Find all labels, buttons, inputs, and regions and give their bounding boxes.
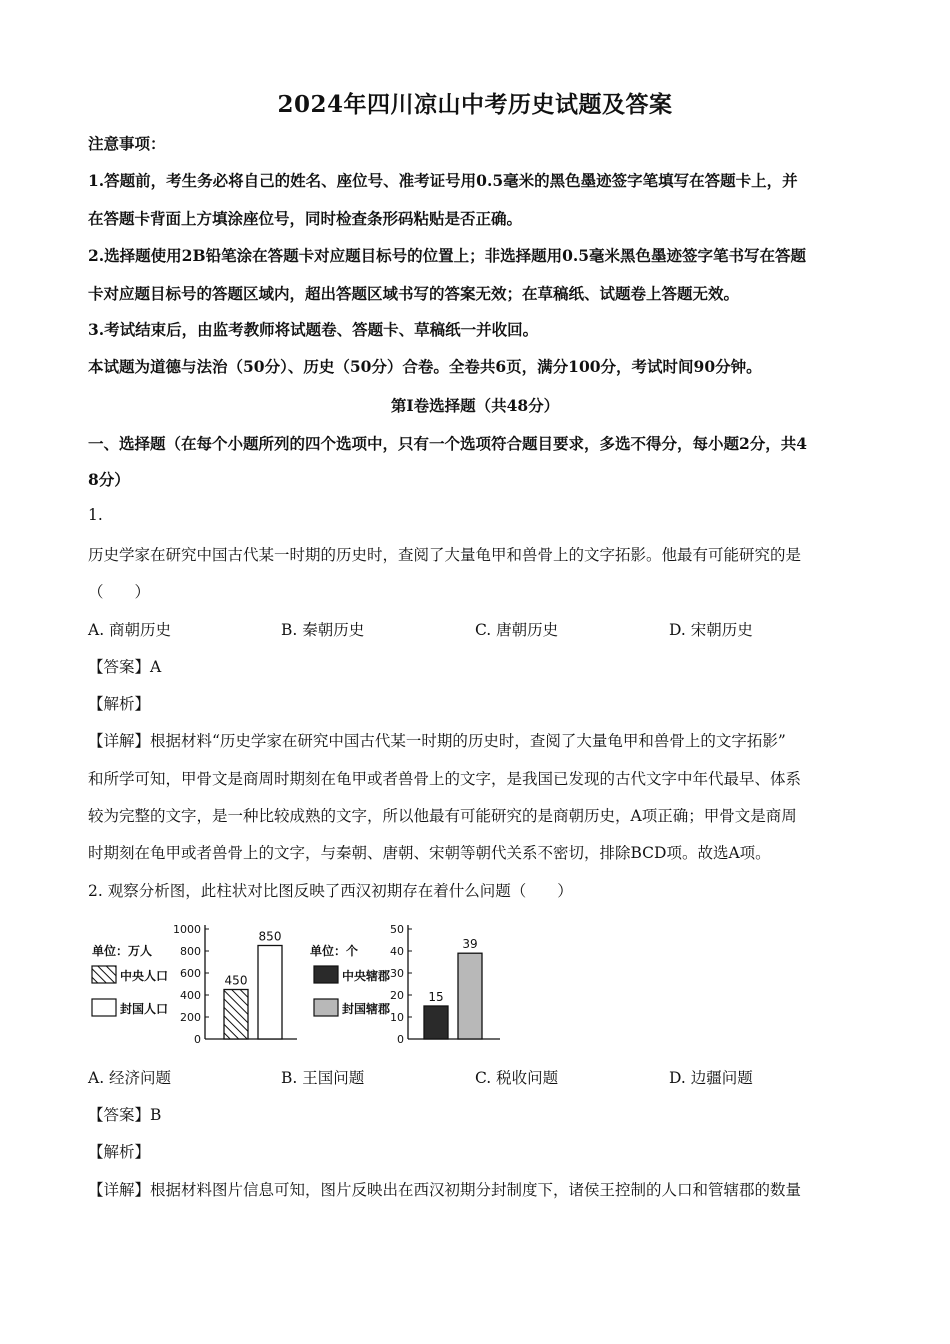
- q1-stem: 历史学家在研究中国古代某一时期的历史时，查阅了大量龟甲和兽骨上的文字拓影。他最有可能研究的是: [88, 546, 802, 564]
- bar-value-label: 15: [428, 990, 444, 1004]
- part-title: 第Ⅰ卷选择题（共48分）: [390, 396, 560, 415]
- bar-value-label: 450: [224, 973, 248, 988]
- notice-item-2-line-1: 2.选择题使用2B铅笔涂在答题卡对应题目标号的位置上；非选择题用0.5毫米黑色墨迹签字笔书写在答题: [88, 246, 807, 265]
- page-title: 2024年四川凉山中考历史试题及答案: [277, 91, 673, 118]
- q1-option-a: A. 商朝历史: [88, 621, 172, 639]
- bar-封国辖郡: [458, 953, 482, 1039]
- y-tick-label: 200: [180, 1011, 201, 1024]
- notice-item-1-line-2: 在答题卡背面上方填涂座位号，同时检查条形码粘贴是否正确。: [88, 209, 523, 228]
- legend-label: 封国辖郡: [342, 1002, 391, 1016]
- section-heading-line-2: 8分）: [88, 470, 130, 489]
- y-tick-label: 600: [180, 967, 201, 980]
- bar-中央人口: [224, 990, 248, 1040]
- q2-bar-charts: [80, 915, 540, 1050]
- q1-answer: 【答案】A: [88, 658, 162, 676]
- y-tick-label: 30: [390, 967, 404, 980]
- q2-stem: 2. 观察分析图，此柱状对比图反映了西汉初期存在着什么问题（ ）: [88, 882, 573, 900]
- q1-detail-line: 较为完整的文字，是一种比较成熟的文字，所以他最有可能研究的是商朝历史，A项正确；甲骨文是商周: [88, 807, 797, 825]
- q2-analysis: 【解析】: [88, 1143, 151, 1161]
- legend-swatch: [92, 966, 116, 983]
- y-tick-label: 400: [180, 989, 201, 1002]
- exam-info: 本试题为道德与法治（50分）、历史（50分）合卷。全卷共6页，满分100分，考试时间90分钟。: [88, 357, 762, 376]
- q2-option-d: D. 边疆问题: [669, 1069, 753, 1087]
- bar-value-label: 39: [462, 937, 478, 952]
- y-tick-label: 0: [397, 1033, 404, 1046]
- q1-detail-line: 时期刻在龟甲或者兽骨上的文字，与秦朝、唐朝、宋朝等朝代关系不密切，排除BCD项。故选A项。: [88, 844, 771, 862]
- q1-detail-line: 和所学可知，甲骨文是商周时期刻在龟甲或者兽骨上的文字，是我国已发现的古代文字中年代最早、体系: [88, 770, 802, 788]
- y-tick-label: 1000: [173, 923, 201, 936]
- y-tick-label: 40: [390, 945, 404, 958]
- y-tick-label: 10: [390, 1011, 404, 1024]
- q2-option-a: A. 经济问题: [88, 1069, 172, 1087]
- notice-item-1-line-1: 1.答题前，考生务必将自己的姓名、座位号、准考证号用0.5毫米的黑色墨迹签字笔填写在答题卡上，并: [88, 171, 798, 190]
- q1-option-d: D. 宋朝历史: [669, 621, 753, 639]
- chart-unit-label: 单位：个: [310, 944, 359, 958]
- y-tick-label: 800: [180, 945, 201, 958]
- legend-swatch: [92, 999, 116, 1016]
- bar-value-label: 850: [258, 929, 282, 944]
- q2-answer: 【答案】B: [88, 1106, 162, 1124]
- legend-swatch: [314, 999, 338, 1016]
- q2-option-c: C. 税收问题: [475, 1069, 559, 1087]
- legend-swatch: [314, 966, 338, 983]
- y-tick-label: 50: [390, 923, 404, 936]
- q2-detail: 【详解】根据材料图片信息可知，图片反映出在西汉初期分封制度下，诸侯王控制的人口和管辖郡的数量: [88, 1181, 802, 1199]
- notice-item-2-line-2: 卡对应题目标号的答题区域内，超出答题区域书写的答案无效；在草稿纸、试题卷上答题无效。: [88, 284, 740, 303]
- legend-label: 中央人口: [120, 969, 169, 983]
- q1-detail-line: 【详解】根据材料“历史学家在研究中国古代某一时期的历史时，查阅了大量龟甲和兽骨上的文字拓影”: [88, 732, 786, 750]
- bar-封国人口: [258, 946, 282, 1040]
- q1-paren: （ ）: [88, 583, 151, 601]
- q2-option-b: B. 王国问题: [281, 1069, 365, 1087]
- q1-number: 1.: [88, 506, 103, 524]
- bar-中央辖郡: [424, 1006, 448, 1039]
- legend-label: 中央辖郡: [342, 969, 391, 983]
- q1-analysis: 【解析】: [88, 695, 151, 713]
- y-tick-label: 0: [194, 1033, 201, 1046]
- section-heading-line-1: 一、选择题（在每个小题所列的四个选项中，只有一个选项符合题目要求，多选不得分，每小题2分，共4: [88, 434, 808, 453]
- notice-item-3: 3.考试结束后，由监考教师将试题卷、答题卡、草稿纸一并收回。: [88, 320, 539, 339]
- legend-label: 封国人口: [120, 1002, 169, 1016]
- notice-heading: 注意事项：: [88, 134, 166, 153]
- chart-unit-label: 单位：万人: [92, 944, 153, 958]
- y-tick-label: 20: [390, 989, 404, 1002]
- q1-option-b: B. 秦朝历史: [281, 621, 365, 639]
- q1-option-c: C. 唐朝历史: [475, 621, 559, 639]
